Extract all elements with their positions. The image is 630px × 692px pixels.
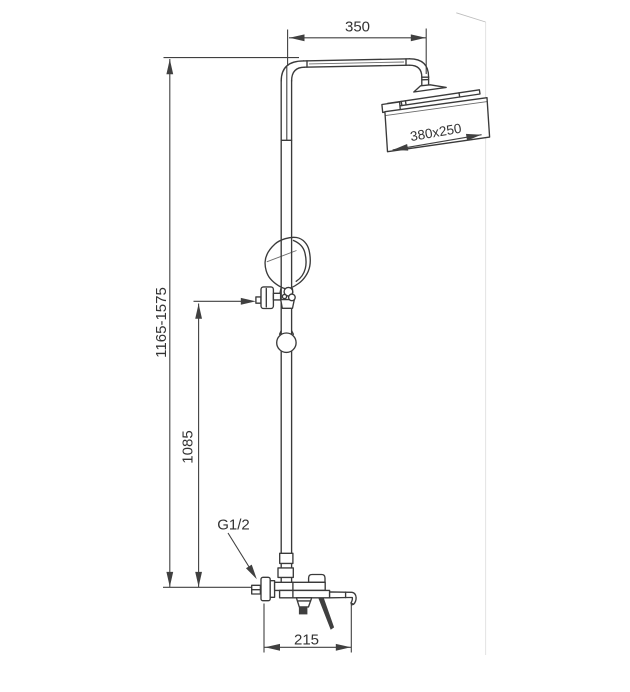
diverter-knob (277, 331, 296, 353)
lever-handle (318, 598, 334, 630)
hand-shower-outline (265, 237, 310, 288)
dimension-label-slider-height: 1085 (179, 430, 197, 464)
arrowhead-right (336, 644, 351, 651)
knob-circle (277, 333, 296, 352)
arm-bend-right-inner (410, 65, 422, 77)
arrowhead-up (166, 59, 173, 74)
band-divider (459, 93, 460, 97)
arrowhead-right (411, 34, 426, 41)
cartridge-boss (309, 575, 325, 583)
spout (330, 592, 357, 605)
pipe-collar-lower (278, 568, 293, 578)
bracket-knob-small (289, 294, 296, 301)
arm-top-edge (304, 59, 410, 61)
dimension-total-height (153, 58, 299, 587)
leader-arrowhead (246, 565, 260, 581)
slider-bracket (256, 287, 295, 309)
arrowhead-down (166, 572, 173, 587)
thread-label: G1/2 (217, 516, 250, 534)
bracket-stem (273, 293, 280, 300)
arrowhead-down (195, 572, 202, 587)
overhead-shower-head (382, 90, 490, 153)
dimension-label-spout-reach: 215 (293, 631, 320, 649)
ghost-diagonal-line (456, 13, 485, 22)
band-divider (401, 101, 402, 105)
bracket-pin (256, 297, 261, 303)
band-divider (405, 101, 406, 105)
hand-shower (265, 237, 310, 292)
dimension-label-overhead-size: 380x250 (408, 120, 463, 145)
arm-bend-left-inner (292, 67, 305, 81)
arrowhead-left (265, 644, 280, 651)
arrowhead-up (195, 304, 202, 319)
outlet-cone (296, 598, 311, 607)
handle-line (280, 289, 281, 293)
mixer-body-lower (280, 590, 330, 597)
arm-bottom-edge (305, 65, 410, 67)
dimension-slider-height (180, 298, 256, 587)
dimension-label-arm-reach: 350 (344, 18, 371, 36)
dimension-label-total-height: 1165-1575 (153, 287, 170, 358)
aerator (299, 607, 308, 615)
arm-seam-line (309, 62, 404, 64)
bracket-knob-tiny (282, 294, 286, 298)
mixer-body-upper (275, 582, 326, 590)
arrowhead-left (290, 34, 305, 41)
bracket-lock-flange (261, 287, 273, 309)
wall-escutcheon (261, 577, 270, 600)
bath-mixer (252, 575, 356, 630)
thread-callout (217, 517, 259, 582)
dimension-spout-reach (264, 604, 351, 653)
head-mount (414, 85, 446, 92)
arrowhead-to-bracket (241, 298, 256, 305)
hand-shower-inner-rim (294, 241, 306, 282)
pipe-collar-upper (280, 553, 293, 563)
